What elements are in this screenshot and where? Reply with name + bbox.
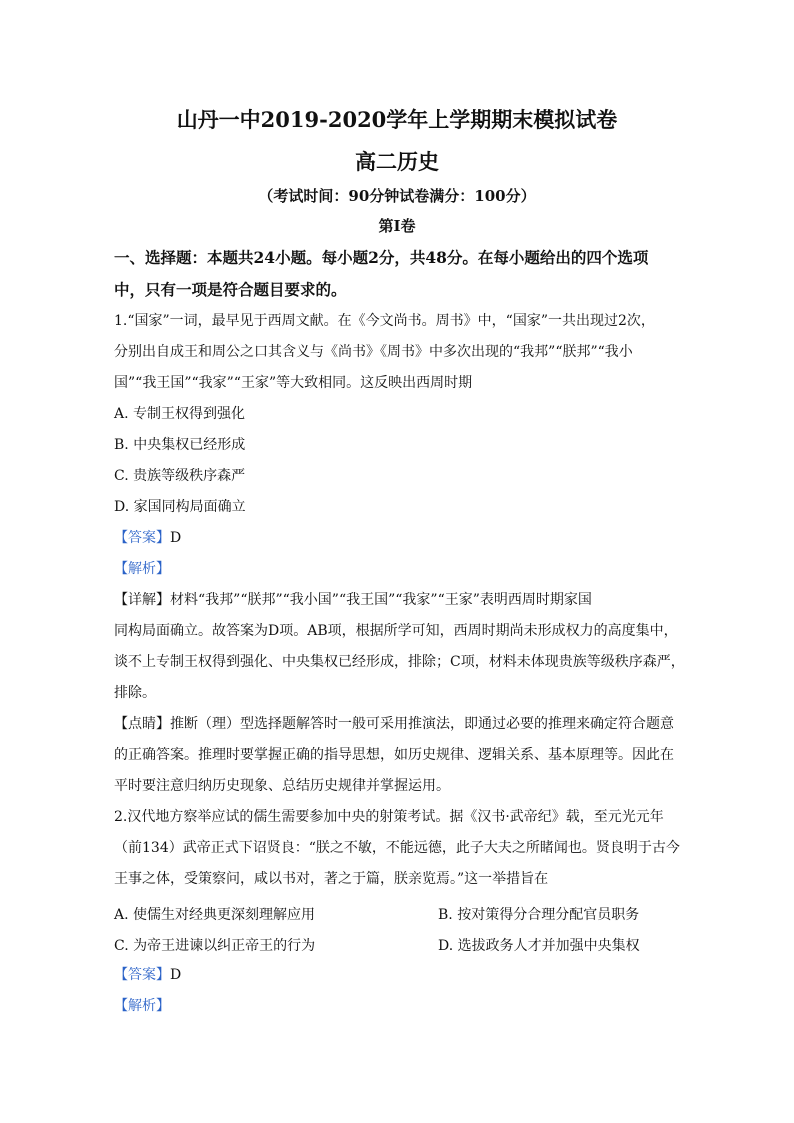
q1-option-d: D. 家国同构局面确立 — [114, 499, 246, 515]
detail-tag: 【详解】 — [114, 592, 170, 608]
answer-value: D — [170, 530, 182, 546]
q1-detail-line2: 同构局面确立。故答案为D项。AB项，根据所学可知，西周时期尚未形成权力的高度集中， — [114, 623, 678, 639]
q1-stem-line2: 分别出自成王和周公之口其含义与《尚书》《周书》中多次出现的“我邦”“朕邦”“我小 — [114, 344, 633, 360]
analysis-tag: 【解析】 — [114, 998, 170, 1014]
q2-analysis — [114, 996, 684, 1016]
answer-value: D — [170, 967, 182, 983]
q1-detail-line3: 谈不上专制王权得到强化、中央集权已经形成，排除；C项，材料未体现贵族等级秩序森严， — [114, 654, 685, 670]
volume-label: 第Ⅰ卷 — [378, 217, 416, 235]
q2-stem-line2: （前134）武帝正式下诏贤良：“朕之不敏，不能远德，此子大夫之所睹闻也。贤良明于古今 — [114, 840, 680, 856]
q1-stem-line1: 1.“国家”一词，最早见于西周文献。在《今文尚书。周书》中，“国家”一共出现过2次， — [114, 313, 655, 329]
q2-option-a: A. 使儒生对经典更深刻理解应用 — [114, 907, 316, 923]
q1-option-c: C. 贵族等级秩序森严 — [114, 468, 246, 484]
q1-analysis — [114, 559, 684, 579]
q1-option-a: A. 专制王权得到强化 — [114, 406, 246, 422]
section-heading-line2: 中，只有一项是符合题目要求的。 — [114, 280, 347, 299]
q2-option-d: D. 选拔政务人才并加强中央集权 — [438, 938, 640, 954]
q2-stem-line1: 2.汉代地方察举应试的儒生需要参加中央的射策考试。据《汉书·武帝纪》载，至元光元年 — [114, 809, 664, 825]
answer-tag: 【答案】 — [114, 967, 170, 983]
q1-tip-line2: 的正确答案。推理时要掌握正确的指导思想，如历史规律、逻辑关系、基本原理等。因此在 — [114, 747, 674, 763]
q2-option-b: B. 按对策得分合理分配官员职务 — [438, 907, 640, 923]
detail-text: 材料“我邦”“朕邦”“我小国”“我王国”“我家”“王家”表明西周时期家国 — [170, 592, 592, 608]
tip-text: 推断（理）型选择题解答时一般可采用推演法，即通过必要的推理来确定符合题意 — [170, 716, 674, 732]
subject-title: 高二历史 — [355, 149, 439, 174]
q1-detail-line4: 排除。 — [114, 685, 156, 701]
q1-stem-line3: 国”“我王国”“我家”“王家”等大致相同。这反映出西周时期 — [114, 375, 473, 391]
q1-answer — [114, 528, 684, 548]
exam-info: （考试时间：90分钟试卷满分：100分） — [258, 187, 536, 205]
q1-detail-line1 — [114, 590, 684, 610]
q2-option-c: C. 为帝王进谏以纠正帝王的行为 — [114, 938, 316, 954]
analysis-tag: 【解析】 — [114, 561, 170, 577]
q1-tip-line3: 平时要注意归纳历史现象、总结历史规律并掌握运用。 — [114, 778, 450, 794]
tip-tag: 【点睛】 — [114, 716, 170, 732]
q2-stem-line3: 王事之体，受策察问，咸以书对，著之于篇，朕亲览焉。”这一举措旨在 — [114, 871, 549, 887]
answer-tag: 【答案】 — [114, 530, 170, 546]
q1-option-b: B. 中央集权已经形成 — [114, 437, 246, 453]
exam-title: 山丹一中2019-2020学年上学期期末模拟试卷 — [176, 107, 618, 132]
section-heading-line1: 一、选择题：本题共24小题。每小题2分，共48分。在每小题给出的四个选项 — [114, 248, 649, 267]
q2-answer — [114, 965, 684, 985]
q1-tip-line1 — [114, 714, 684, 734]
